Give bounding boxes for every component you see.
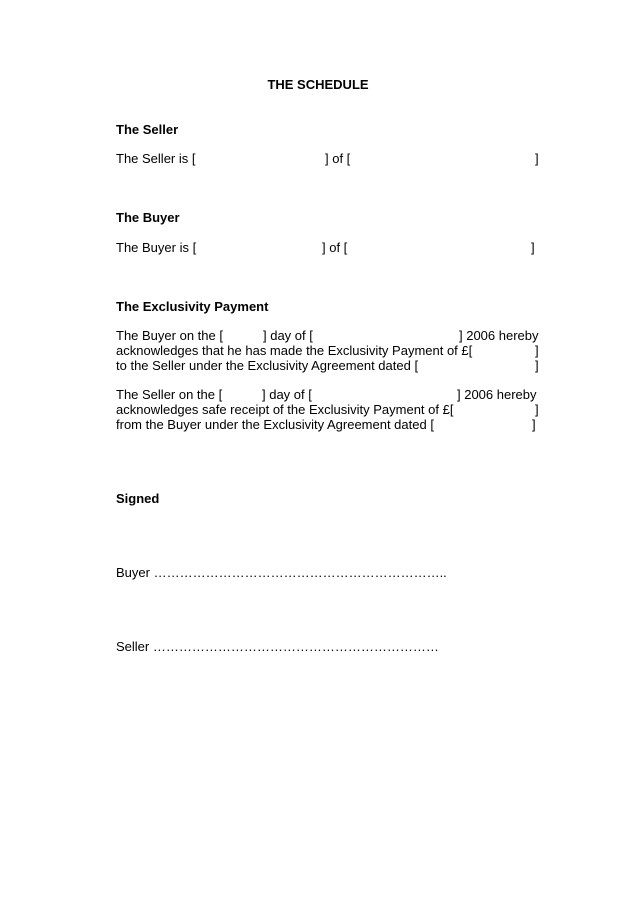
para1-line1-start: The Buyer on the [ xyxy=(116,328,223,343)
para2-line1-end: ] 2006 hereby xyxy=(457,387,537,402)
seller-signature-line: Seller ………………………………………………………… xyxy=(116,639,439,654)
seller-line-end: ] xyxy=(535,151,539,166)
para2-line3-end: ] xyxy=(532,417,536,432)
buyer-signature-line: Buyer ………………………………………………………….. xyxy=(116,565,447,580)
buyer-line-start: The Buyer is [ xyxy=(116,240,197,255)
para1-line2-end: ] xyxy=(535,343,539,358)
seller-heading: The Seller xyxy=(116,122,179,137)
buyer-line-mid: ] of [ xyxy=(322,240,348,255)
para1-line3-start: to the Seller under the Exclusivity Agreement dated [ xyxy=(116,358,419,373)
buyer-heading: The Buyer xyxy=(116,210,180,225)
para1-line3-end: ] xyxy=(535,358,539,373)
buyer-line-end: ] xyxy=(531,240,535,255)
signed-heading: Signed xyxy=(116,491,160,506)
seller-line-start: The Seller is [ xyxy=(116,151,196,166)
exclusivity-heading: The Exclusivity Payment xyxy=(116,299,269,314)
para1-line1-mid: ] day of [ xyxy=(263,328,313,343)
para2-line3-start: from the Buyer under the Exclusivity Agreement dated [ xyxy=(116,417,434,432)
page-title: THE SCHEDULE xyxy=(267,77,369,92)
para2-line2-end: ] xyxy=(535,402,539,417)
para2-line1-start: The Seller on the [ xyxy=(116,387,223,402)
para1-line2-start: acknowledges that he has made the Exclusivity Payment of £[ xyxy=(116,343,473,358)
seller-line-mid: ] of [ xyxy=(325,151,351,166)
para2-line2-start: acknowledges safe receipt of the Exclusivity Payment of £[ xyxy=(116,402,454,417)
para1-line1-end: ] 2006 hereby xyxy=(459,328,539,343)
para2-line1-mid: ] day of [ xyxy=(262,387,312,402)
